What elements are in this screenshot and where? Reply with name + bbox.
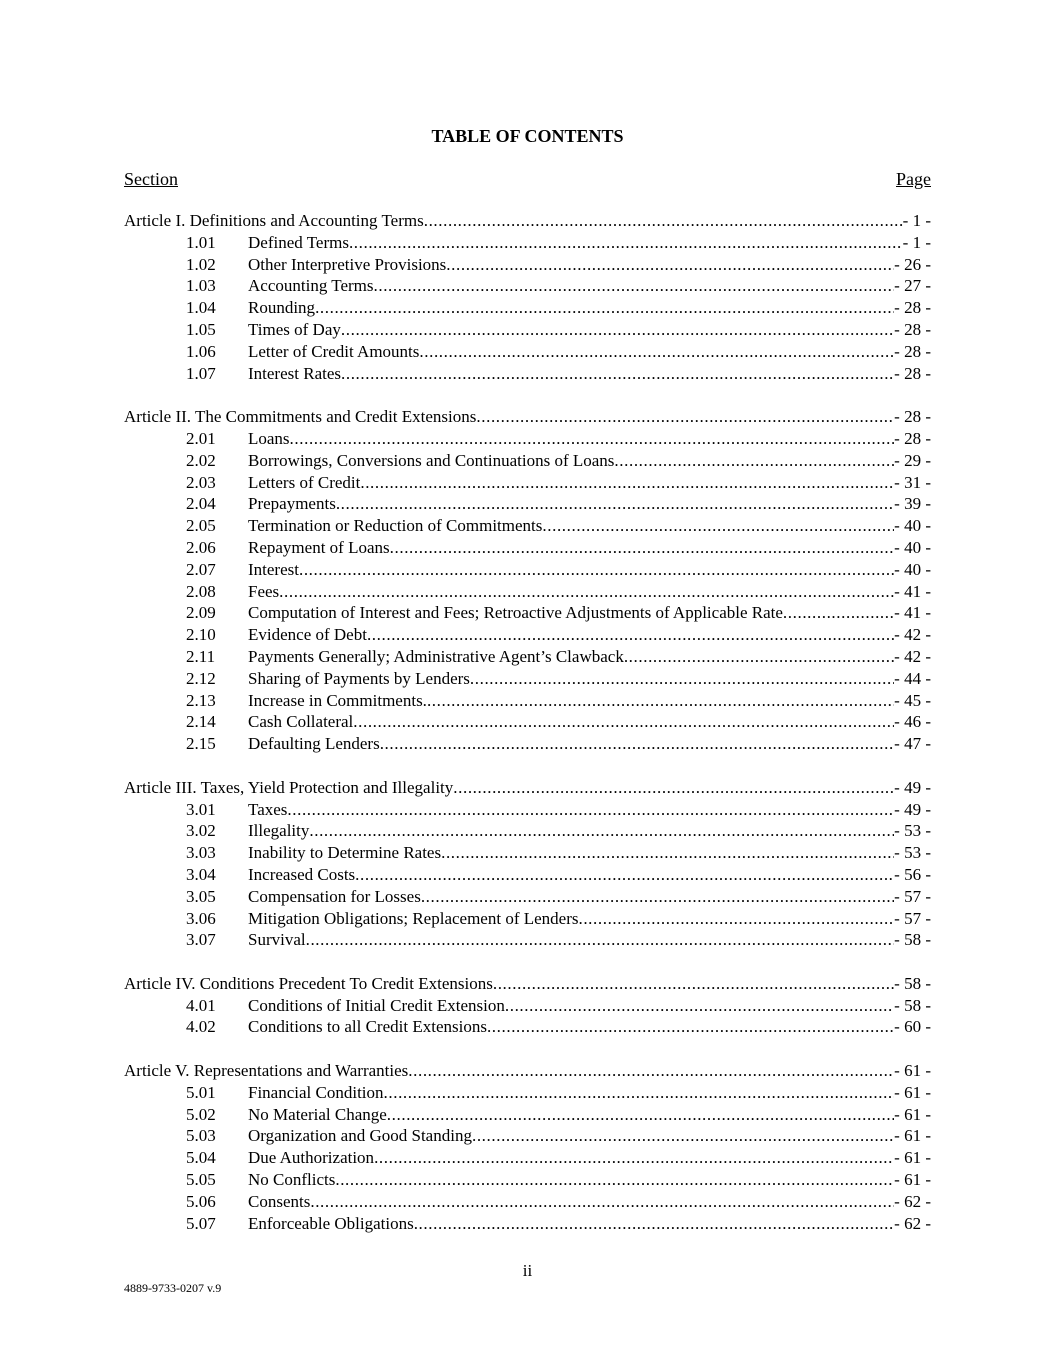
toc-section-label: Increased Costs (248, 864, 356, 884)
toc-page-number: - 56 - (894, 864, 931, 884)
toc-page-number: - 28 - (894, 319, 931, 339)
toc-section-number: 3.04 (186, 864, 216, 884)
toc-section-number: 5.06 (186, 1191, 216, 1211)
toc-section-label: Rounding (248, 298, 316, 318)
toc-article-label: Article IV. Conditions Precedent To Credit Extensions (124, 973, 493, 993)
toc-page-number: - 61 - (894, 1148, 931, 1168)
toc-dot-leader (309, 820, 894, 842)
toc-section-row[interactable] (124, 363, 931, 385)
toc-section-number: 4.01 (186, 995, 216, 1015)
toc-section-label: Financial Condition (248, 1082, 384, 1102)
toc-section-label: Termination or Reduction of Commitments (248, 516, 543, 536)
toc-dot-leader (419, 341, 894, 363)
toc-page-number: - 61 - (894, 1126, 931, 1146)
toc-section-row[interactable] (124, 559, 931, 581)
toc-dot-leader (408, 1060, 894, 1082)
toc-section-row[interactable] (124, 472, 931, 494)
toc-section-number: 3.01 (186, 799, 216, 819)
toc-page-number: - 1 - (902, 211, 931, 230)
toc-dot-leader (290, 428, 895, 450)
toc-dot-leader (446, 254, 894, 276)
toc-section-number: 1.06 (186, 341, 216, 361)
toc-section-label: Defaulting Lenders (248, 734, 380, 754)
toc-section-row[interactable] (124, 275, 931, 297)
toc-article-row[interactable] (124, 406, 931, 428)
toc-dot-leader (493, 973, 894, 995)
toc-section-label: Accounting Terms (248, 276, 374, 296)
toc-section-row[interactable] (124, 820, 931, 842)
toc-section-number: 2.03 (186, 472, 216, 492)
toc-section-row[interactable] (124, 537, 931, 559)
toc-page-number: - 41 - (894, 603, 931, 623)
toc-section-number: 1.07 (186, 363, 216, 383)
toc-section-row[interactable] (124, 711, 931, 733)
toc-section-number: 5.05 (186, 1170, 216, 1190)
toc-dot-leader (287, 799, 894, 821)
toc-dot-leader (578, 908, 894, 930)
toc-page-number: - 28 - (894, 341, 931, 361)
toc-dot-leader (310, 1191, 894, 1213)
toc-section-label: Letter of Credit Amounts (248, 341, 420, 361)
toc-section-number: 3.05 (186, 886, 216, 906)
toc-dot-leader (336, 493, 894, 515)
toc-section-label: Prepayments (248, 494, 336, 514)
toc-dot-leader (424, 210, 903, 232)
toc-section-row[interactable] (124, 864, 931, 886)
toc-section-number: 5.04 (186, 1148, 216, 1168)
toc-section-number: 2.04 (186, 494, 216, 514)
toc-dot-leader (453, 777, 894, 799)
toc-dot-leader (299, 559, 894, 581)
toc-section-label: Cash Collateral (248, 712, 354, 732)
toc-dot-leader (341, 363, 894, 385)
section-column-header: Section (124, 169, 178, 189)
toc-section-row[interactable] (124, 1169, 931, 1191)
toc-section-label: Evidence of Debt (248, 625, 367, 645)
toc-dot-leader (374, 1147, 894, 1169)
toc-section-number: 1.02 (186, 254, 216, 274)
toc-page-number: - 41 - (894, 581, 931, 601)
toc-dot-leader (470, 668, 894, 690)
toc-dot-leader (374, 275, 895, 297)
toc-page-number: - 57 - (894, 886, 931, 906)
toc-page-number: - 28 - (894, 428, 931, 448)
toc-page-number: - 58 - (894, 995, 931, 1015)
toc-dot-leader (487, 1016, 894, 1038)
toc-section-label: Inability to Determine Rates (248, 843, 442, 863)
toc-page-number: - 28 - (894, 363, 931, 383)
toc-dot-leader (476, 406, 894, 428)
toc-section-number: 2.05 (186, 516, 216, 536)
toc-dot-leader (335, 1169, 894, 1191)
toc-dot-leader (349, 232, 903, 254)
toc-section-label: Taxes (248, 799, 288, 819)
toc-article-row[interactable] (124, 973, 931, 995)
toc-dot-leader (421, 886, 894, 908)
toc-dot-leader (355, 864, 894, 886)
toc-section-number: 2.07 (186, 559, 216, 579)
toc-section-label: Times of Day (248, 319, 341, 339)
toc-page-number: - 29 - (894, 450, 931, 470)
toc-dot-leader (614, 450, 894, 472)
toc-section-row[interactable] (124, 493, 931, 515)
toc-dot-leader (505, 995, 894, 1017)
toc-page-number: - 26 - (894, 254, 931, 274)
toc-section-label: Increase in Commitments. (248, 690, 427, 710)
toc-section-row[interactable] (124, 254, 931, 276)
toc-page-number: - 44 - (894, 668, 931, 688)
toc-section-label: Survival (248, 930, 306, 950)
toc-section-number: 2.09 (186, 603, 216, 623)
toc-section-row[interactable] (124, 515, 931, 537)
toc-section-label: Fees (248, 581, 280, 601)
toc-page-number: - 49 - (894, 799, 931, 819)
toc-page-number: - 42 - (894, 625, 931, 645)
toc-section-number: 2.01 (186, 428, 216, 448)
toc-section-number: 5.03 (186, 1126, 216, 1146)
toc-section-label: Interest (248, 559, 299, 579)
toc-section-row[interactable] (124, 1125, 931, 1147)
toc-page-number: - 31 - (894, 472, 931, 492)
toc-section-number: 2.08 (186, 581, 216, 601)
toc-section-row[interactable] (124, 1213, 931, 1235)
toc-dot-leader (472, 1125, 894, 1147)
toc-dot-leader (542, 515, 894, 537)
toc-section-number: 5.07 (186, 1213, 216, 1233)
toc-page-number: - 62 - (894, 1191, 931, 1211)
toc-section-row[interactable] (124, 341, 931, 363)
toc-article-row[interactable] (124, 210, 931, 232)
toc-page-number: - 40 - (894, 537, 931, 557)
toc-section-number: 1.03 (186, 276, 216, 296)
toc-section-label: Conditions of Initial Credit Extension (248, 995, 505, 1015)
toc-dot-leader (441, 842, 894, 864)
toc-section-label: Computation of Interest and Fees; Retroactive Adjustments of Applicable Rate (248, 603, 783, 623)
toc-section-label: Payments Generally; Administrative Agent’s Clawback (248, 646, 624, 666)
toc-dot-leader (384, 1082, 895, 1104)
toc-article-row[interactable] (124, 777, 931, 799)
toc-section-number: 4.02 (186, 1017, 216, 1037)
toc-section-row[interactable] (124, 319, 931, 341)
toc-dot-leader (341, 319, 894, 341)
toc-section-row[interactable] (124, 1104, 931, 1126)
toc-article-label: Article I. Definitions and Accounting Terms (124, 211, 424, 230)
toc-page-number: - 61 - (894, 1061, 931, 1081)
toc-dot-leader (414, 1213, 894, 1235)
toc-section-row[interactable] (124, 908, 931, 930)
toc-section-row[interactable] (124, 995, 931, 1017)
page-column-header: Page (896, 169, 931, 189)
toc-section-number: 2.02 (186, 450, 216, 470)
toc-article-row[interactable] (124, 1060, 931, 1082)
toc-section-row[interactable] (124, 297, 931, 319)
toc-section-number: 1.04 (186, 298, 216, 318)
toc-section-label: Repayment of Loans (248, 537, 390, 557)
toc-section-label: Defined Terms (248, 232, 349, 252)
toc-page-number: - 58 - (894, 973, 931, 993)
toc-article-label: Article V. Representations and Warranties (124, 1061, 409, 1081)
document-id: 4889-9733-0207 v.9 (124, 1281, 222, 1295)
toc-section-label: Borrowings, Conversions and Continuations of Loans (248, 450, 615, 470)
toc-section-number: 2.11 (186, 646, 216, 666)
toc-section-label: Consents (248, 1191, 311, 1211)
toc-article-label: Article III. Taxes, Yield Protection and Illegality (124, 777, 454, 797)
toc-section-number: 3.03 (186, 843, 216, 863)
toc-section-label: Interest Rates (248, 363, 341, 383)
toc-section-row[interactable] (124, 690, 931, 712)
toc-page-number: - 27 - (894, 276, 931, 296)
toc-section-number: 2.12 (186, 668, 216, 688)
page-number: ii (522, 1261, 533, 1280)
toc-page-number: - 40 - (894, 516, 931, 536)
toc-page-number: - 62 - (894, 1213, 931, 1233)
toc-section-row[interactable] (124, 232, 931, 254)
toc-dot-leader (353, 711, 894, 733)
toc-dot-leader (279, 581, 894, 603)
toc-section-row[interactable] (124, 799, 931, 821)
toc-section-label: Other Interpretive Provisions (248, 254, 447, 274)
toc-section-number: 2.06 (186, 537, 216, 557)
toc-section-row[interactable] (124, 1082, 931, 1104)
toc-section-row[interactable] (124, 886, 931, 908)
toc-page-number: - 61 - (894, 1170, 931, 1190)
toc-section-number: 3.06 (186, 908, 216, 928)
toc-page-number: - 60 - (894, 1017, 931, 1037)
toc-section-label: No Conflicts (248, 1170, 336, 1190)
toc-section-row[interactable] (124, 733, 931, 755)
toc-page-number: - 53 - (894, 843, 931, 863)
toc-dot-leader (380, 733, 894, 755)
toc-section-number: 2.13 (186, 690, 216, 710)
toc-section-number: 2.14 (186, 712, 216, 732)
toc-section-row[interactable] (124, 602, 931, 624)
toc-page-number: - 46 - (894, 712, 931, 732)
toc-page-number: - 42 - (894, 646, 931, 666)
toc-section-label: No Material Change (248, 1104, 387, 1124)
toc-page-number: - 40 - (894, 559, 931, 579)
toc-dot-leader (360, 472, 894, 494)
toc-page-number: - 53 - (894, 821, 931, 841)
toc-section-row[interactable] (124, 428, 931, 450)
toc-dot-leader (624, 646, 894, 668)
toc-dot-leader (390, 537, 895, 559)
toc-section-row[interactable] (124, 1191, 931, 1213)
toc-page-number: - 49 - (894, 777, 931, 797)
toc-section-number: 1.05 (186, 319, 216, 339)
toc-page-number: - 28 - (894, 407, 931, 427)
toc-section-row[interactable] (124, 450, 931, 472)
toc-section-row[interactable] (124, 929, 931, 951)
toc-section-row[interactable] (124, 668, 931, 690)
toc-section-number: 5.02 (186, 1104, 216, 1124)
toc-section-label: Compensation for Losses (248, 886, 421, 906)
toc-dot-leader (427, 690, 894, 712)
toc-section-label: Conditions to all Credit Extensions (248, 1017, 487, 1037)
toc-title: TABLE OF CONTENTS (431, 126, 624, 146)
toc-page-number: - 61 - (894, 1082, 931, 1102)
toc-dot-leader (315, 297, 894, 319)
toc-section-row[interactable] (124, 1016, 931, 1038)
toc-page-number: - 45 - (894, 690, 931, 710)
toc-section-row[interactable] (124, 842, 931, 864)
toc-section-number: 2.10 (186, 625, 216, 645)
toc-section-number: 2.15 (186, 734, 216, 754)
toc-page-number: - 39 - (894, 494, 931, 514)
toc-page-number: - 58 - (894, 930, 931, 950)
toc-section-row[interactable] (124, 624, 931, 646)
toc-section-label: Sharing of Payments by Lenders (248, 668, 470, 688)
toc-section-label: Due Authorization (248, 1148, 375, 1168)
toc-page-number: - 61 - (894, 1104, 931, 1124)
toc-list (124, 210, 931, 1234)
toc-section-row[interactable] (124, 1147, 931, 1169)
toc-page-number: - 1 - (902, 232, 931, 252)
toc-article-label: Article II. The Commitments and Credit Extensions (124, 407, 477, 427)
toc-section-number: 5.01 (186, 1082, 216, 1102)
toc-section-number: 3.02 (186, 821, 216, 841)
toc-section-label: Organization and Good Standing (248, 1126, 472, 1146)
toc-dot-leader (306, 929, 895, 951)
toc-section-number: 3.07 (186, 930, 216, 950)
toc-dot-leader (367, 624, 894, 646)
toc-section-label: Mitigation Obligations; Replacement of Lenders (248, 908, 579, 928)
toc-section-label: Loans (248, 428, 290, 448)
toc-section-row[interactable] (124, 581, 931, 603)
toc-section-label: Illegality (248, 821, 310, 841)
toc-dot-leader (387, 1104, 894, 1126)
toc-section-label: Letters of Credit (248, 472, 361, 492)
toc-page-number: - 57 - (894, 908, 931, 928)
toc-page-number: - 47 - (894, 734, 931, 754)
toc-section-number: 1.01 (186, 232, 216, 252)
toc-section-label: Enforceable Obligations (248, 1213, 414, 1233)
toc-dot-leader (783, 602, 894, 624)
toc-section-row[interactable] (124, 646, 931, 668)
toc-page-number: - 28 - (894, 298, 931, 318)
